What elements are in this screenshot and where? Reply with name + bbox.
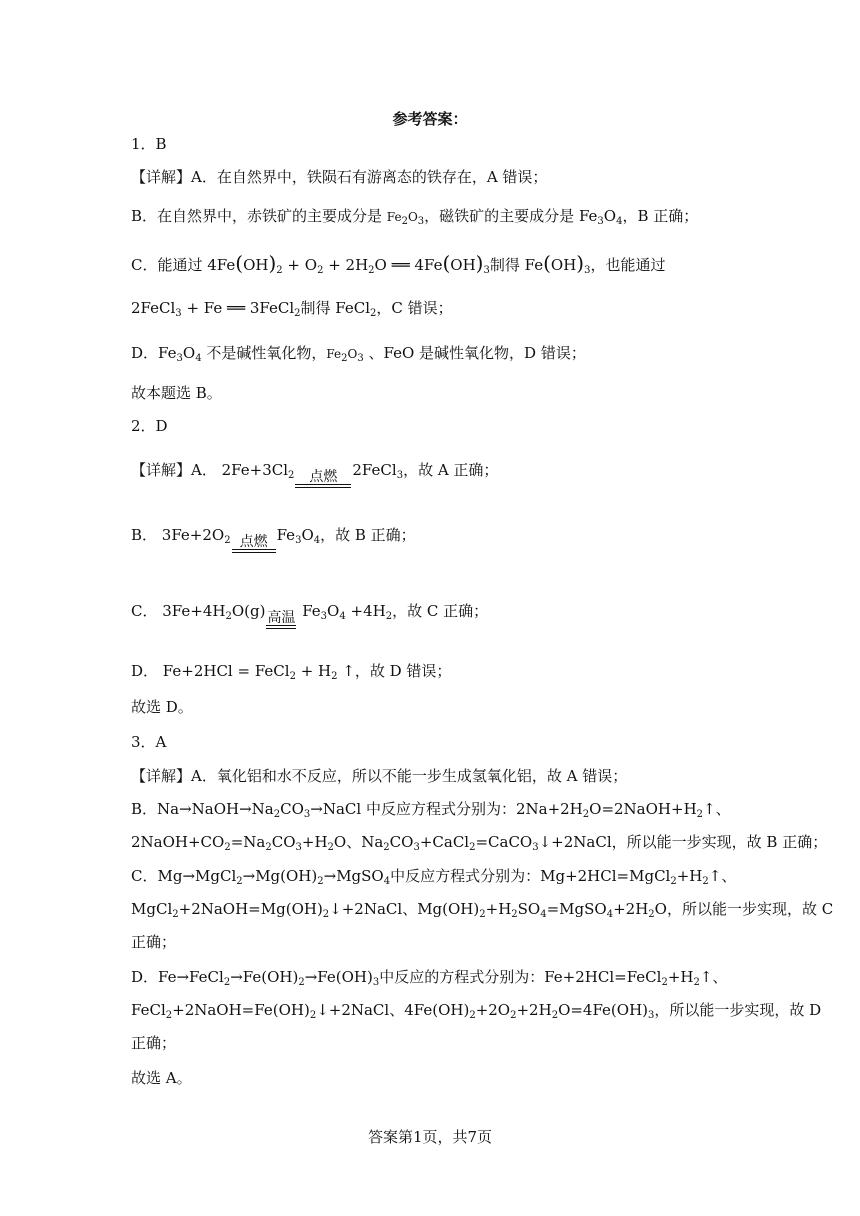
q1-option-a: 【详解】A．在自然界中，铁陨石有游离态的铁存在，A 错误； <box>131 168 548 186</box>
q3-option-c-cont: $MgCl_2+2NaOH=Mg(OH)_2↓+2NaCl$、$Mg(OH)_2+H_2SO_4=MgSO_4+2H_2O$，所以能一步实现，故 C <box>131 900 834 920</box>
q1-option-d: D．$Fe_3O_4$ 不是碱性氧化物，$Fe_2O_3$ 、FeO 是碱性氧化物，D 错误； <box>131 344 586 364</box>
q3-option-d: D．$Fe\to FeCl_2\to Fe(OH)_2\to Fe(OH)_3$中反应的方程式分别为：$Fe+2HCl=FeCl_2+H_2↑$、 <box>131 968 728 988</box>
q1-option-c-cont: 2FeCl$_3$ + Fe ══ 3FeCl$_2$制得 FeCl$_2$，C 错误； <box>131 299 453 319</box>
q1-summary: 故本题选 B。 <box>131 384 222 402</box>
q2-option-b: B． $3Fe+2O_2$ 点燃 $Fe_3O_4$，故 B 正确； <box>131 517 416 553</box>
q2-option-d: D． Fe+2HCl = FeCl$_2$ + $H_2$ ↑，故 D 错误； <box>131 662 452 682</box>
q2-option-c: C． $3Fe+4H_2O(g)$ 高温 $Fe_3O_4 +4H_2$，故 C 正确； <box>131 593 488 629</box>
page-title: 参考答案： <box>392 110 468 128</box>
q3-option-c: C．$Mg\to MgCl_2\to Mg(OH)_2\to MgSO_4$中反应方程式分别为：$Mg+2HCl=MgCl_2+H_2↑$、 <box>131 867 737 887</box>
page-footer: 答案第1页，共7页 <box>367 1128 493 1146</box>
q3-option-b: B．$Na\to NaOH\to Na_2CO_3\to NaCl$ 中反应方程式分别为：$2Na+2H_2O=2NaOH+H_2↑$、 <box>131 800 731 820</box>
q3-option-d-cont: $FeCl_2+2NaOH=Fe(OH)_2↓+2NaCl$、$4Fe(OH)_2+2O_2+2H_2O=4Fe(OH)_3$，所以能一步实现，故 D <box>131 1001 822 1021</box>
q3-option-d-end: 正确； <box>131 1034 177 1052</box>
q2-option-a: 【详解】A． $2Fe+3Cl_2$ 点燃 2FeCl$_3$，故 A 正确； <box>131 452 498 488</box>
q3-option-b-cont: $2NaOH+CO_2=Na_2CO_3+H_2O$、$Na_2CO_3+CaCl_2=CaCO_3↓+2NaCl$，所以能一步实现，故 B 正确； <box>131 833 828 853</box>
q3-answer: 3．A <box>131 733 167 751</box>
q3-summary: 故选 A。 <box>131 1069 192 1087</box>
q3-option-c-end: 正确； <box>131 933 177 951</box>
q2-summary: 故选 D。 <box>131 698 193 716</box>
q3-option-a: 【详解】A．氧化铝和水不反应，所以不能一步生成氢氧化铝，故 A 错误； <box>131 767 628 785</box>
q1-option-c: C．能通过 $4Fe(OH)_2 + O_2 + 2H_2O$ ══ $4Fe(OH)_3$制得 $Fe(OH)_3$，也能通过 <box>131 251 666 276</box>
q1-answer: 1．B <box>131 135 167 153</box>
q2-answer: 2．D <box>131 417 168 435</box>
q1-option-b: B．在自然界中，赤铁矿的主要成分是 $Fe_2O_3$，磁铁矿的主要成分是 $Fe_3O_4$，B 正确； <box>131 207 699 227</box>
